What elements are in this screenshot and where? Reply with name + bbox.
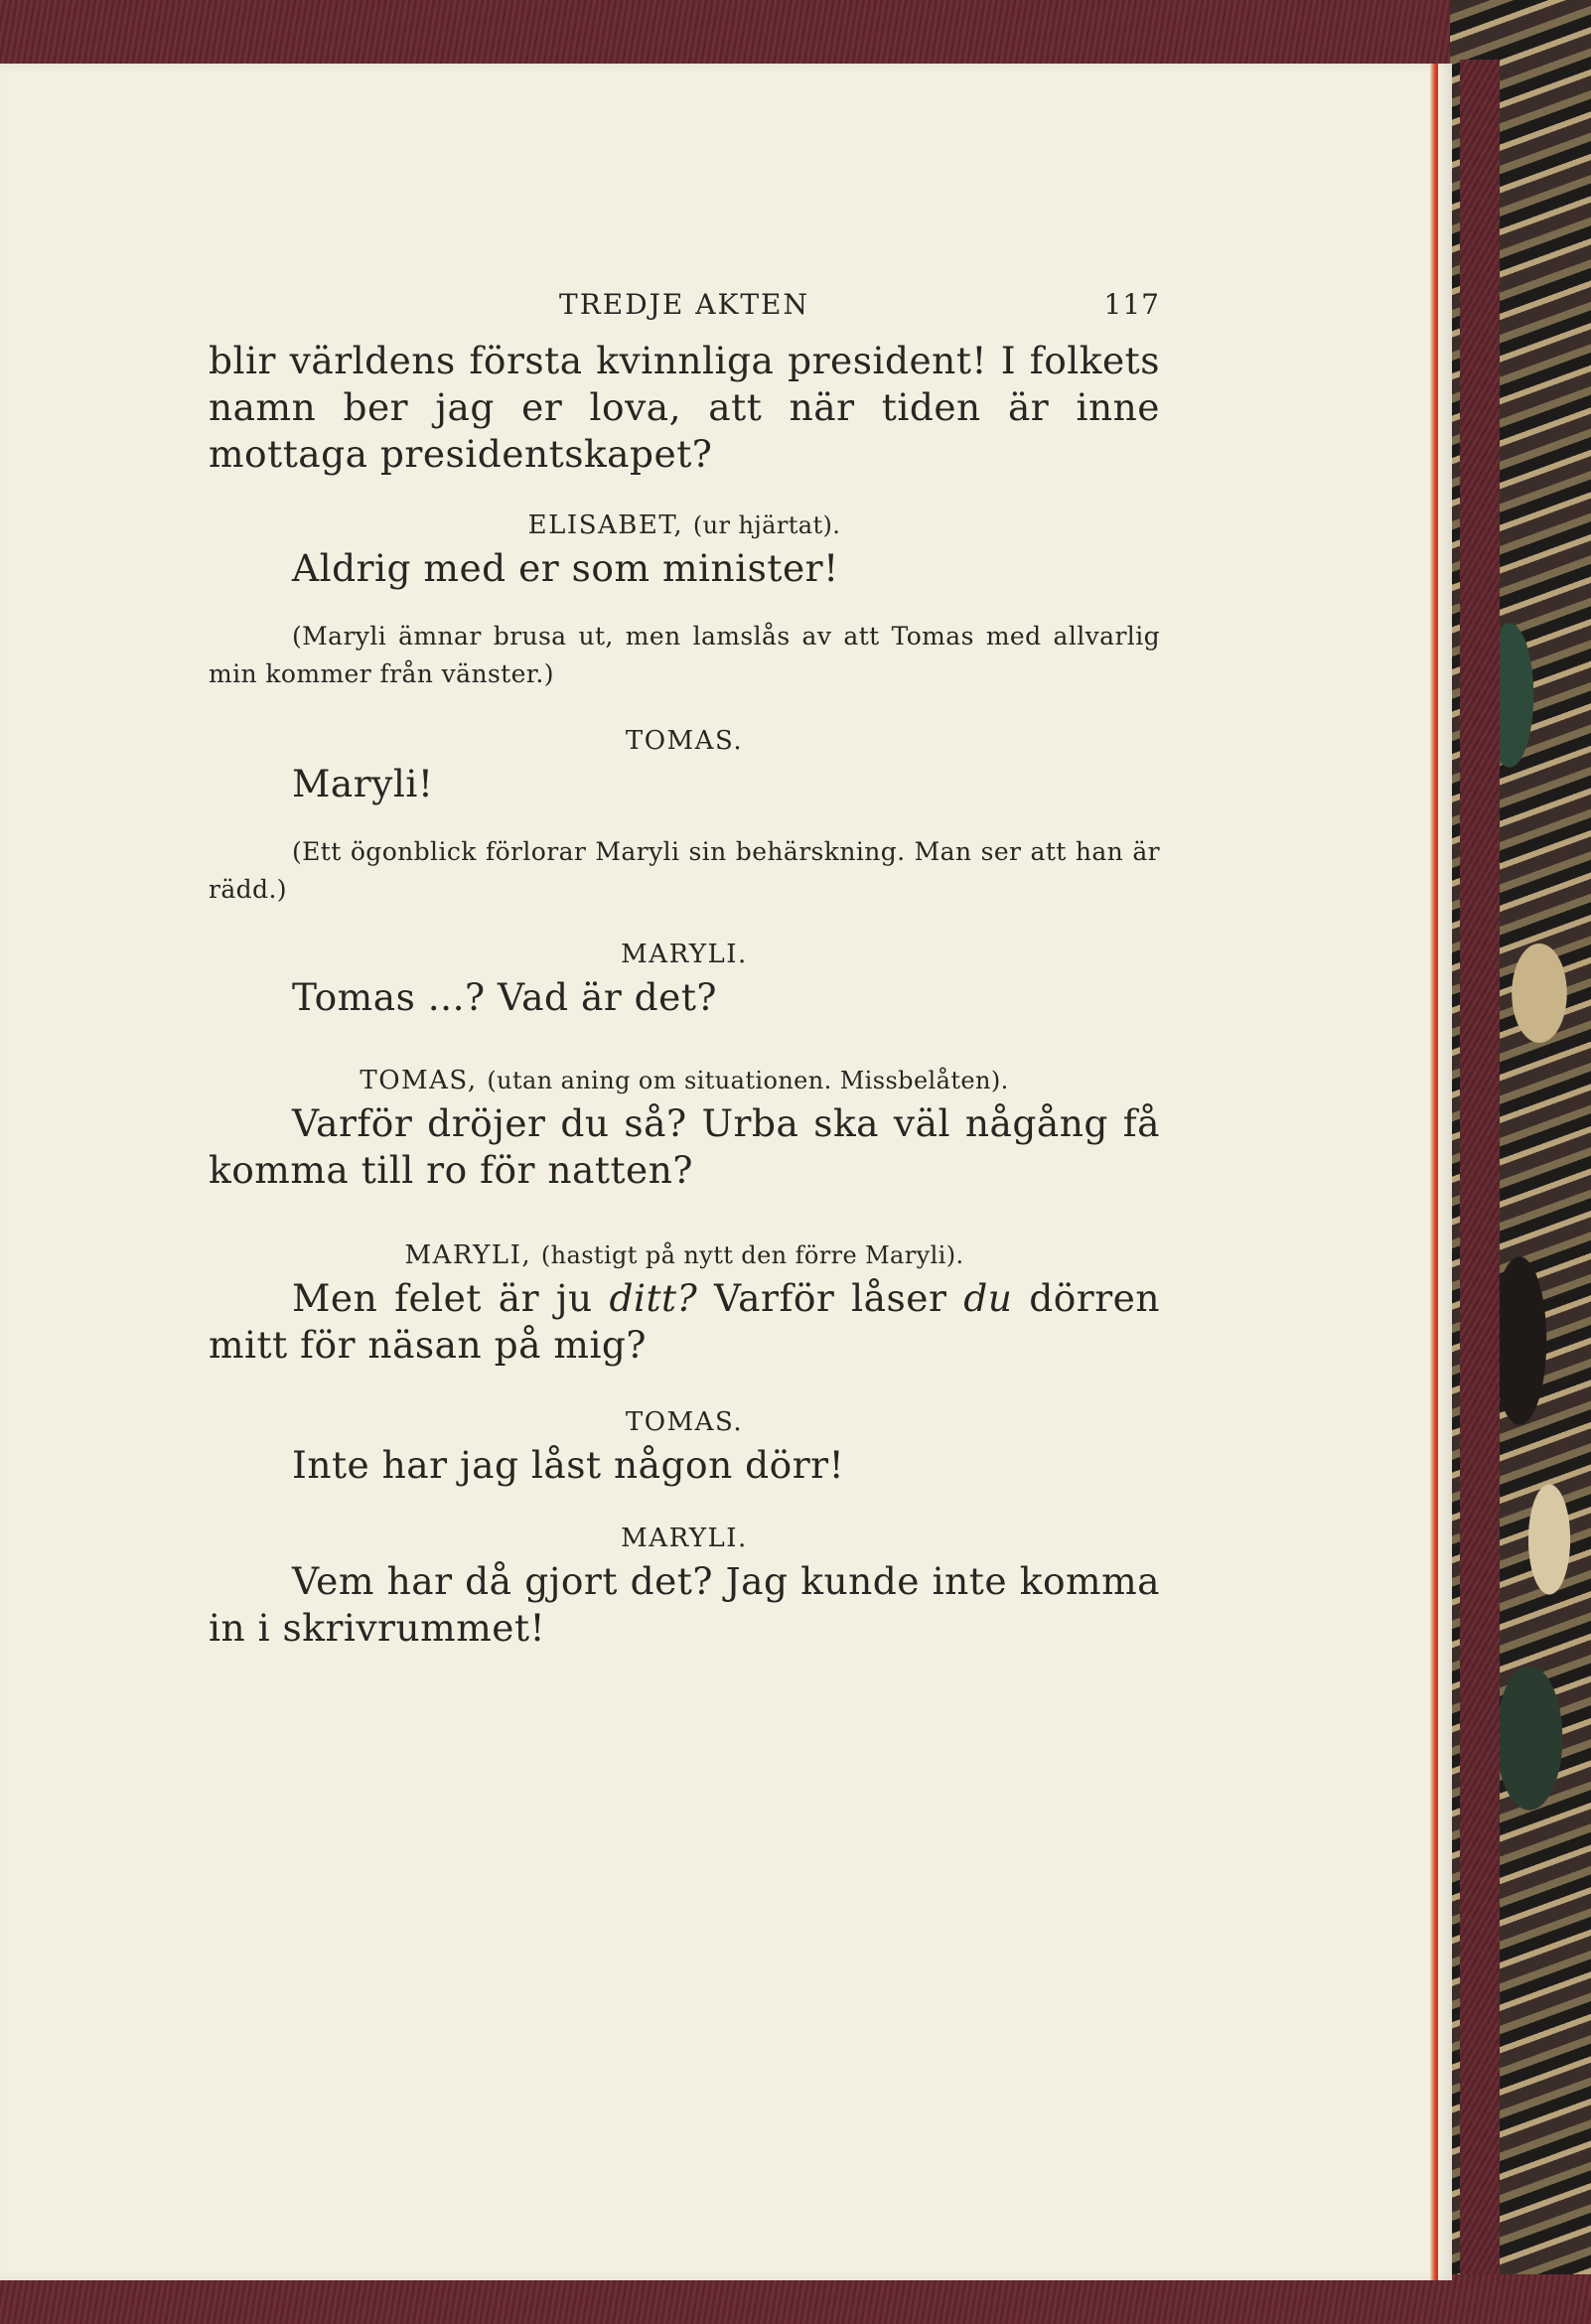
binding-top	[0, 0, 1591, 70]
speaker-line	[209, 935, 1160, 974]
speaker-name: MARYLI.	[621, 940, 748, 969]
running-head	[209, 288, 1160, 334]
speaker-name: TOMAS,	[360, 1066, 478, 1095]
speech-paragraph: blir världens första kvinnliga president! I folkets namn ber jag er lova, att när tiden är inne mottaga presidentskapet?	[209, 339, 1160, 476]
speaker-line	[209, 1061, 1160, 1100]
speaker-name: MARYLI.	[621, 1524, 748, 1553]
speaker-name: ELISABET,	[527, 510, 684, 540]
speaker-direction: (utan aning om situationen. Missbelåten).	[487, 1067, 1009, 1094]
speaker-name: TOMAS.	[625, 1407, 744, 1437]
speaker-line	[209, 506, 1160, 545]
speaker-line	[209, 1519, 1160, 1558]
page-number: 117	[1103, 288, 1160, 321]
stage-direction: (Maryli ämnar brusa ut, men lamslås av att Tomas med allvarlig min kommer från vänster.)	[209, 622, 1160, 688]
running-head-title: TREDJE AKTEN	[559, 288, 809, 321]
speech-paragraph: Maryli!	[292, 762, 434, 805]
speech-text: dörren mitt för näsan på mig?	[209, 1276, 1160, 1367]
speech-paragraph	[209, 1275, 1160, 1369]
binding-cloth	[1460, 60, 1500, 2304]
speech-paragraph: Tomas ...? Vad är det?	[292, 975, 718, 1019]
page-edge	[1430, 64, 1438, 2280]
speaker-name: MARYLI,	[404, 1240, 532, 1270]
speech-text: Varför låser	[697, 1276, 964, 1320]
speech-text: Men felet är ju	[292, 1276, 610, 1320]
speaker-line	[209, 721, 1160, 761]
speaker-direction: (ur hjärtat).	[692, 511, 841, 539]
speech-emphasis: ditt?	[609, 1276, 698, 1320]
speech-paragraph: Aldrig med er som minister!	[292, 546, 839, 590]
binding-bottom	[0, 2274, 1591, 2324]
speech-paragraph: Vem har då gjort det? Jag kunde inte komma in i skrivrummet!	[209, 1559, 1160, 1650]
speech-paragraph: Varför dröjer du så? Urba ska väl någång få komma till ro för natten?	[209, 1101, 1160, 1192]
speaker-line	[209, 1235, 1160, 1275]
stage-direction: (Ett ögonblick förlorar Maryli sin behärskning. Man ser att han är rädd.)	[209, 837, 1160, 904]
speaker-line	[209, 1402, 1160, 1442]
speech-emphasis: du	[963, 1276, 1013, 1320]
page-content	[209, 288, 1160, 1652]
speech-paragraph: Inte har jag låst någon dörr!	[292, 1443, 845, 1487]
speaker-direction: (hastigt på nytt den förre Maryli).	[540, 1241, 964, 1269]
speaker-name: TOMAS.	[625, 726, 744, 756]
